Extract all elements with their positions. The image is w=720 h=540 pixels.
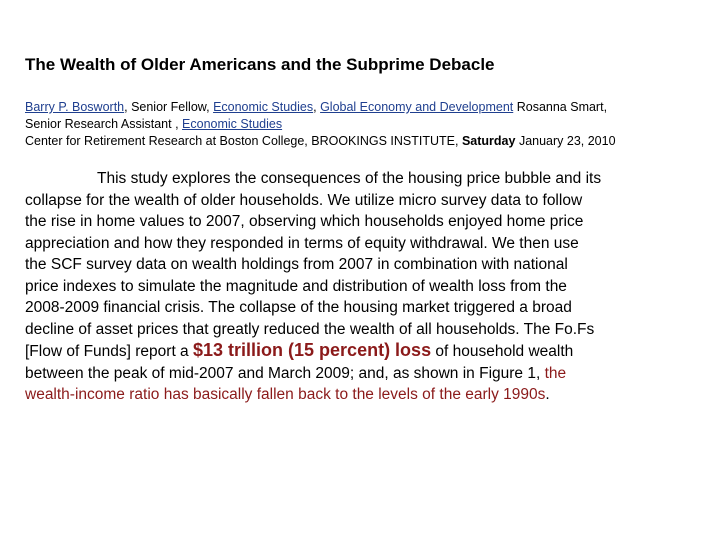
economic-studies-link-1[interactable]: Economic Studies: [213, 100, 314, 114]
abstract-line: the rise in home values to 2007, observing which households enjoyed home price: [25, 213, 584, 230]
abstract-line-9-pre: [Flow of Funds] report a: [25, 343, 193, 360]
byline-author-2: Rosanna Smart,: [513, 100, 608, 114]
byline-role-2: Senior Research Assistant ,: [25, 117, 183, 131]
wealth-loss-highlight: $13 trillion (15 percent) loss: [193, 340, 432, 360]
global-economy-link[interactable]: Global Economy and Development: [320, 100, 514, 114]
abstract-line: decline of asset prices that greatly reduced the wealth of all households. The Fo.Fs: [25, 320, 595, 338]
abstract-line-11-post: .: [545, 386, 550, 403]
abstract-line-11: [25, 384, 705, 406]
abstract-line: appreciation and how they responded in terms of equity withdrawal. We then use: [25, 234, 579, 252]
author-bosworth-link[interactable]: Barry P. Bosworth: [25, 100, 125, 114]
abstract-line-9-post: of household wealth: [431, 343, 574, 360]
abstract-line-9: [25, 340, 705, 363]
byline-date: January 23, 2010: [515, 134, 616, 148]
abstract-line: 2008-2009 financial crisis. The collapse of the housing market triggered a broad: [25, 299, 572, 316]
byline-line-1: [25, 99, 705, 116]
abstract-line: This study explores the consequences of the housing price bubble and its: [97, 170, 602, 187]
abstract-line: the SCF survey data on wealth holdings from 2007 in combination with national: [25, 256, 568, 273]
byline-weekday: Saturday: [461, 134, 516, 148]
economic-studies-link-2[interactable]: Economic Studies: [182, 117, 283, 131]
byline-affiliation-1: , Senior Fellow,: [124, 100, 214, 114]
abstract-line-10-pre: between the peak of mid-2007 and March 2009; and, as shown in Figure 1,: [25, 364, 545, 382]
byline-line-2: [25, 116, 705, 133]
byline-separator: ,: [313, 100, 321, 114]
abstract-line: collapse for the wealth of older households. We utilize micro survey data to follow: [25, 191, 583, 209]
abstract-line: price indexes to simulate the magnitude and distribution of wealth loss from the: [25, 277, 567, 295]
document-title: The Wealth of Older Americans and the Subprime Debacle: [25, 55, 495, 74]
byline-institution: Center for Retirement Research at Boston College, BROOKINGS INSTITUTE,: [25, 134, 462, 148]
abstract-paragraph: [25, 168, 705, 406]
byline-block: [25, 99, 705, 150]
byline-line-3: [25, 133, 705, 150]
ratio-highlight-end: wealth-income ratio has basically fallen back to the levels of the early 1990s: [25, 386, 546, 403]
abstract-line-10: [25, 363, 705, 385]
ratio-highlight-start: the: [544, 364, 567, 382]
